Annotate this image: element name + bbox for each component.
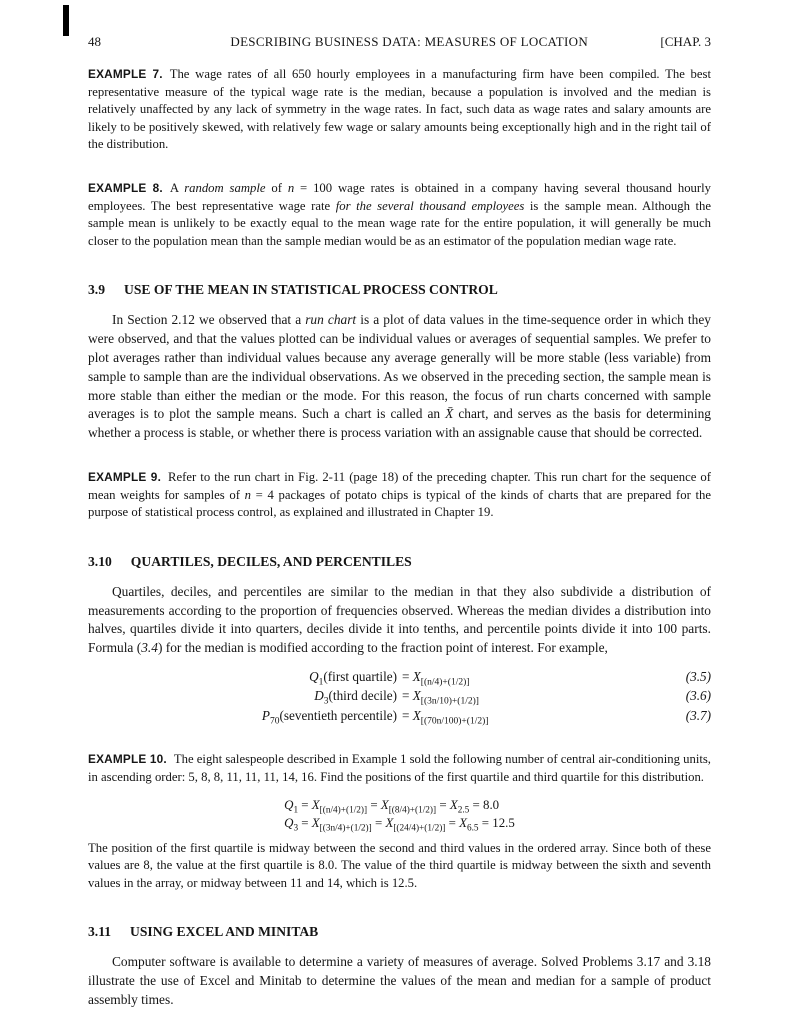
example-7-paragraph (88, 66, 711, 154)
section-3-10-title: QUARTILES, DECILES, AND PERCENTILES (130, 553, 412, 569)
section-3-10-paragraph: Quartiles, deciles, and percentiles are similar to the median in that they also subdivide a distribution of measurements according to the proportion of frequencies observed. Whereas the median divides a distribution into halves, quartiles divide it into quarters, deciles divide it into tenths, and percentile points divide it into 100 parts. Formula (3.4) for the median is modified according to the fraction point of interest. For example, (88, 583, 711, 656)
example-7-text: The wage rates of all 650 hourly employees in a manufacturing firm have been compiled. The best representative measure of the typical wage rate is the median, because a population is involved and the median is relatively unaffected by any lack of symmetry in the wage rates. In fact, such data as wage rates and salary amounts are likely to be positively skewed, with relatively few wage or salary amounts being exceptionally high and in the right tail of the distribution. (88, 67, 711, 152)
example-9-paragraph (88, 469, 711, 522)
section-3-9-paragraph: In Section 2.12 we observed that a run chart is a plot of data values in the time-sequence order in which they were observed, and that the values plotted can be individual values or averages of sequential samples. We prefer to plot averages rather than individual values because any average generally will be more stable (less variable) from sample to sample than are the individual observations. As we observed in the preceding section, the sample mean is more stable than either the median or the mode. For this reason, the focus of run charts concerned with sample averages is to plot the sample means. Such a chart is called an X̄ chart, and serves as the basis for determining whether a process is stable, or whether there is process variation with an assignable cause that should be corrected. (88, 312, 711, 441)
page-number: 48 (88, 34, 101, 49)
page-header (88, 34, 711, 50)
section-3-9-number: 3.9 (88, 282, 105, 298)
example-9-label: EXAMPLE 9. (88, 469, 162, 484)
formula-3-5 (88, 667, 711, 687)
section-3-11-title: USING EXCEL AND MINITAB (130, 924, 319, 940)
formula-3-6-lhs: $D_3(third$ decile) (314, 688, 397, 708)
example-10-label: EXAMPLE 10. (88, 752, 167, 767)
example-10-equation-q3: $Q_3 = X_{[(3n/4)+(1/2)]} = X_{[(24/4)+(1/2)]} = X_{6.5} = 12.5$ (284, 816, 515, 834)
formula-3-7-lhs: $P_{70}(seventieth$ percentile) (261, 707, 397, 727)
formula-3-5-lhs: $Q_1(first$ quartile) (309, 668, 397, 688)
section-3-11-heading (88, 924, 711, 940)
chapter-label: [CHAP. 3 (660, 34, 711, 49)
example-10-paragraph (88, 751, 711, 786)
section-3-11-number: 3.11 (88, 924, 112, 940)
example-7-label: EXAMPLE 7. (88, 67, 163, 81)
section-3-11-paragraph: Computer software is available to determine a variety of measures of average. Solved Problems 3.17 and 3.18 illustrate the use of Excel and Minitab to determine the values of the mean and median for a sample of product assembly times. (88, 954, 711, 1007)
formula-3-7 (88, 706, 711, 726)
formula-3-5-number: (3.5) (685, 668, 711, 684)
running-title: DESCRIBING BUSINESS DATA: MEASURES OF LOCATION (230, 34, 589, 49)
section-3-9-title: USE OF THE MEAN IN STATISTICAL PROCESS CONTROL (124, 282, 498, 298)
formula-3-7-number: (3.7) (685, 707, 711, 723)
formula-3-5-rhs: = $X_{[(n/4)+(1/2)]}$ (402, 668, 470, 688)
formula-3-7-rhs: = $X_{[(70n/100)+(1/2)]}$ (402, 707, 489, 727)
example-8-label: EXAMPLE 8. (88, 180, 163, 195)
example-10-equations (284, 796, 515, 833)
example-10-equation-q1: $Q_1 = X_{[(n/4)+(1/2)]} = X_{[(8/4)+(1/2)]} = X_{2.5} = 8.0$ (284, 797, 500, 816)
formula-3-6-rhs: = $X_{[(3n/10)+(1/2)]}$ (402, 688, 479, 708)
example-8-text: A random sample of n = 100 wage rates is obtained in a company having several thousand hourly employees. The best representative wage rate for the several thousand employees is the sample mean. Although the sample mean is unlikely to be exactly equal to the mean wage rate for the entire population, it will generally be much closer to the population mean than the sample median would be as an estimator of the population median wage rate. (88, 180, 712, 248)
section-3-10-number: 3.10 (88, 553, 112, 569)
example-10-discussion: The position of the first quartile is midway between the second and third values in the ordered array. Since both of these values are 8, the value at the first quartile is 8.0. The value of the third quartile is midway between the sixth and seventh values in the array, or midway between 11 and 14, which is 12.5. (88, 840, 711, 890)
section-3-10-heading (88, 554, 711, 570)
scan-artifact (63, 5, 69, 36)
formula-3-6 (88, 686, 711, 706)
example-8-paragraph (88, 180, 711, 250)
example-10-text: The eight salespeople described in Example 1 sold the following number of central air-conditioning units, in ascending order: 5, 8, 8, 11, 11, 11, 14, 16. Find the positions of the first quartile and third quartile for this distribution. (88, 752, 711, 784)
formula-block (88, 667, 711, 726)
example-9-text: Refer to the run chart in Fig. 2-11 (page 18) of the preceding chapter. This run chart for the sequence of mean weights for samples of n = 4 packages of potato chips is typical of the kinds of charts that are prepared for the purpose of statistical process control, as explained and illustrated in Chapter 19. (88, 469, 711, 520)
section-3-9-heading (88, 282, 711, 298)
formula-3-6-number: (3.6) (685, 688, 711, 704)
